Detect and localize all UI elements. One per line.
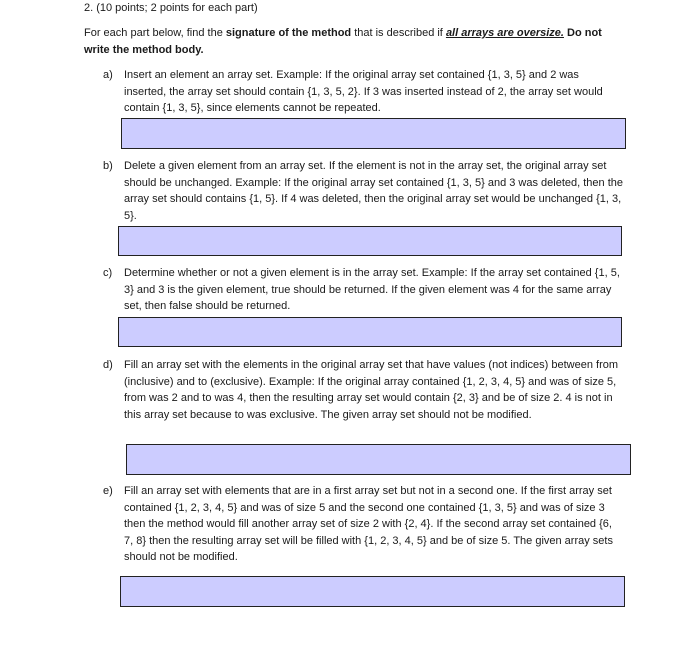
answer-box-d[interactable] [126,444,631,475]
answer-box-c[interactable] [118,317,622,347]
part-text: Determine whether or not a given element is in the array set. Example: If the array set contained {1, 5, 3} and 3 is the given element, true should be returned. If the given element was 4 for the same array set, then false should be returned. [124,267,620,312]
part-text: Delete a given element from an array set. If the element is not in the array set, the original array set should be unchanged. Example: If the original array set contained {1, 3, 5} and 3 was deleted, then the array set should contains {1, 5}. If 4 was deleted, then the original array set would be unchanged {1, 3, 5}. [124,160,624,222]
part-b [103,158,623,224]
part-text: Fill an array set with elements that are in a first array set but not in a second one. If the first array set contained {1, 2, 3, 4, 5} and was of size 5 and the second one contained {1, 3, 5} and was of size 3 then the method would fill another array set of size 2 with {2, 4}. If the second array set contained {6, 7, 8} then the resulting array set will be filled with {1, 2, 3, 4, 5} and be of size 5. The given array sets should not be modified. [124,485,613,563]
part-letter: a) [103,69,113,81]
part-text: Insert an element an array set. Example: If the original array set contained {1, 3, 5} and 2 was inserted, the array set should contain {1, 3, 5, 2}. If 3 was inserted instead of 2, the array set would contain {1, 3, 5}, since elements cannot be repeated. [124,69,603,114]
part-letter: c) [103,267,113,279]
instructions-bold-signature: signature of the method [225,27,352,39]
part-letter: b) [103,160,113,172]
part-a [103,67,623,117]
question-header: 2. (10 points; 2 points for each part) [84,2,258,14]
instructions-lead: For each part below, find the [84,27,226,39]
answer-box-a[interactable] [121,118,626,149]
instructions-bold-no-body: Do not write the method body. [84,27,602,56]
part-d [103,357,623,423]
question-instructions [84,25,629,58]
answer-box-b[interactable] [118,226,622,256]
instructions-mid: that is described if [351,27,446,39]
part-c [103,265,623,315]
part-letter: d) [103,359,113,371]
answer-box-e[interactable] [120,576,625,607]
part-letter: e) [103,485,113,497]
part-e [103,483,623,566]
instructions-emphasis: all arrays are oversize. [445,27,564,39]
part-text: Fill an array set with the elements in the original array set that have values (not indices) between from (inclusive) and to (exclusive). Example: If the original array contained {1, 2, 3, 4, 5} and was of size 5, from was 2 and to was 4, then the resulting array set would contain {2, 3} and be of size 2. 4 is not in this array set because to was exclusive. The given array set should not be modified. [124,359,619,421]
